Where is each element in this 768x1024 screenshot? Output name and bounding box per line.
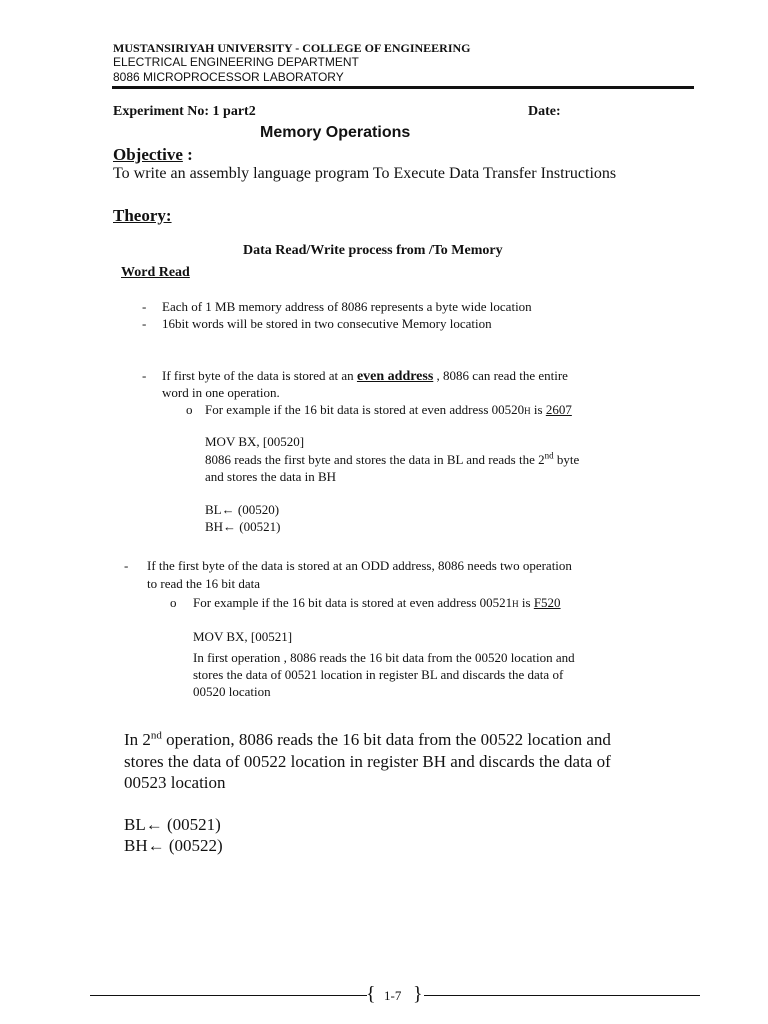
example-text-part: is (518, 595, 534, 610)
header-institution: MUSTANSIRIYAH UNIVERSITY - COLLEGE OF ENGINEERING (113, 41, 471, 55)
hex-subscript: H (524, 406, 531, 416)
second-operation-text: 00523 location (124, 773, 226, 792)
bullet-dash: - (142, 368, 147, 383)
explanation-part: 8086 reads the first byte and stores the data in BL and reads the 2 (205, 452, 545, 467)
bullet-dash: - (124, 558, 129, 573)
theory-heading: Theory: (113, 206, 172, 225)
experiment-number: Experiment No: 1 part2 (113, 104, 256, 119)
page-number: 1-7 (384, 988, 402, 1003)
footer-brace-left: { (366, 983, 376, 1005)
bullet-text (162, 368, 568, 385)
objective-colon: : (182, 145, 193, 164)
header-divider (112, 86, 694, 89)
second-operation-text: stores the data of 00522 location in register BH and discards the data of (124, 752, 611, 771)
bullet-dash: - (142, 299, 147, 314)
example-value: F520 (533, 595, 561, 610)
explanation-text: 00520 location (193, 684, 271, 699)
register-assignment: BH← (00521) (205, 519, 281, 534)
objective-label: Objective (113, 145, 183, 164)
header-department: ELECTRICAL ENGINEERING DEPARTMENT (113, 55, 359, 69)
footer-rule-right (424, 995, 700, 996)
bullet-text-part: , 8086 can read the entire (433, 368, 568, 383)
register-assignment: BL← (00520) (205, 502, 280, 517)
example-text-part: is (530, 402, 546, 417)
sub-bullet-marker: o (186, 402, 193, 417)
even-address-emphasis: even address (356, 369, 434, 384)
code-line: MOV BX, [00521] (193, 629, 293, 644)
second-operation-text (124, 730, 611, 750)
explanation-text: and stores the data in BH (205, 469, 337, 484)
example-text-part: For example if the 16 bit data is stored at even address 00520 (205, 402, 525, 417)
hex-subscript: H (512, 599, 519, 609)
date-label: Date: (528, 104, 561, 119)
footer-rule-left (90, 995, 367, 996)
example-text-part: For example if the 16 bit data is stored at even address 00521 (193, 595, 513, 610)
bullet-text-continued: word in one operation. (162, 385, 280, 400)
superscript: nd (150, 729, 162, 742)
bullet-text: If the first byte of the data is stored at an ODD address, 8086 needs two operation (147, 558, 572, 573)
code-line: MOV BX, [00520] (205, 434, 305, 449)
explanation-text: stores the data of 00521 location in register BL and discards the data of (193, 667, 564, 682)
bullet-dash: - (142, 316, 147, 331)
objective-text: To write an assembly language program To Execute Data Transfer Instructions (113, 165, 617, 182)
explanation-text: In first operation , 8086 reads the 16 bit data from the 00520 location and (193, 650, 575, 665)
bullet-text-continued: to read the 16 bit data (147, 576, 260, 591)
explanation-part: byte (553, 452, 580, 467)
section-subtitle: Data Read/Write process from /To Memory (243, 243, 503, 258)
sub-bullet-marker: o (170, 595, 177, 610)
example-text (193, 595, 561, 611)
second-op-part: operation, 8086 reads the 16 bit data from the 00522 location and (161, 730, 611, 749)
example-value: 2607 (545, 402, 572, 417)
register-assignment: BH← (00522) (124, 836, 223, 855)
footer-brace-right: } (413, 983, 423, 1005)
bullet-text: 16bit words will be stored in two consecutive Memory location (162, 316, 492, 331)
bullet-text-part: If first byte of the data is stored at an (162, 368, 357, 383)
superscript: nd (544, 450, 554, 461)
objective-heading (113, 145, 193, 165)
second-op-part: In 2 (124, 730, 151, 749)
header-lab: 8086 MICROPROCESSOR LABORATORY (113, 70, 344, 84)
explanation-text (205, 452, 579, 468)
example-text (205, 402, 572, 418)
register-assignment: BL← (00521) (124, 815, 221, 834)
bullet-text: Each of 1 MB memory address of 8086 represents a byte wide location (162, 299, 532, 314)
page-title: Memory Operations (260, 124, 411, 141)
word-read-heading: Word Read (121, 265, 190, 280)
